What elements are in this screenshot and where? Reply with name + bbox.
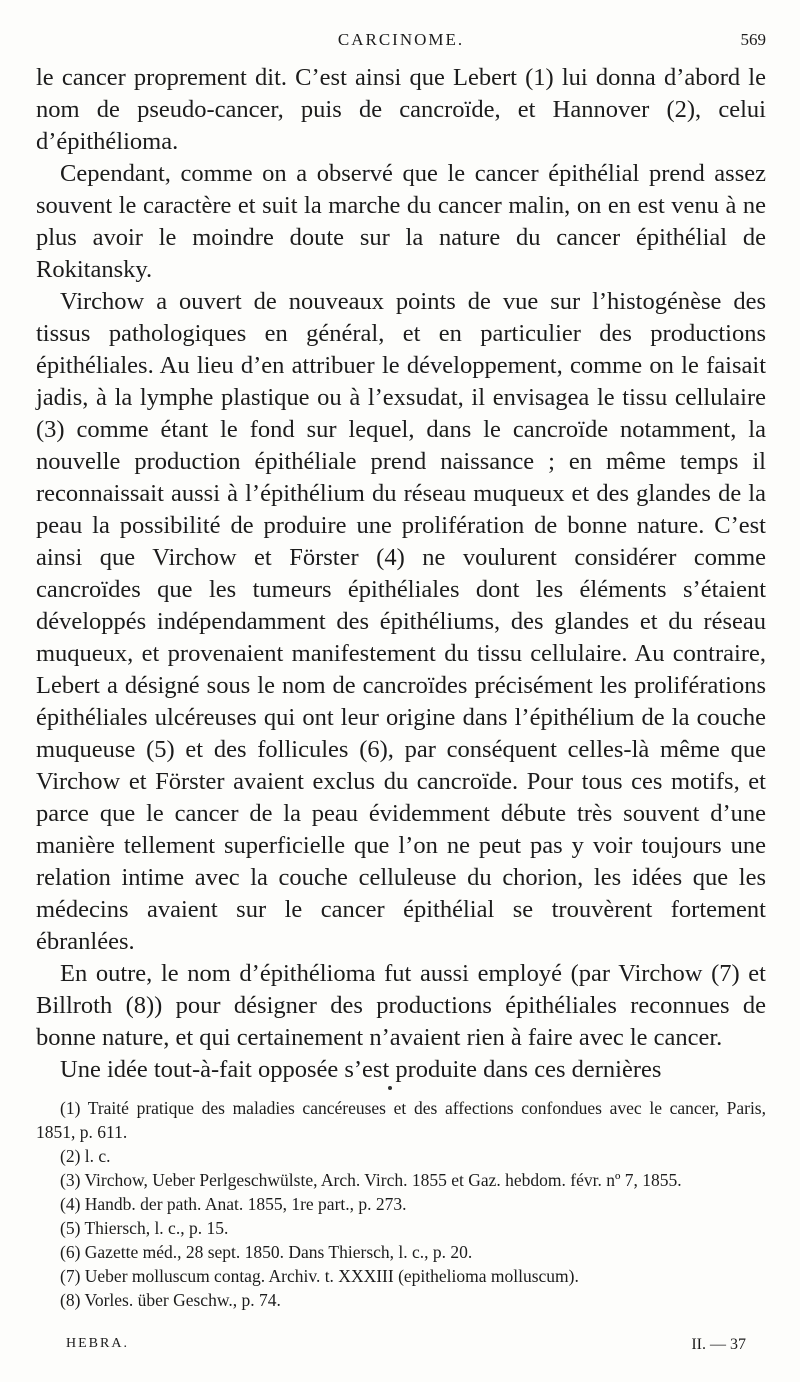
footnotes [36, 1096, 766, 1312]
paragraph-continuation: le cancer proprement dit. C’est ainsi que Lebert (1) lui donna d’abord le nom de pseudo-cancer, puis de cancroïde, et Hannover (2), celui d’épithélioma. [36, 64, 766, 155]
footnote: (5) Thiersch, l. c., p. 15. [60, 1218, 229, 1238]
footnote: (8) Vorles. über Geschw., p. 74. [60, 1290, 281, 1310]
page-footer [36, 1336, 746, 1360]
body-text [36, 62, 766, 1086]
paragraph: Une idée tout-à-fait opposée s’est produite dans ces dernières [60, 1056, 662, 1083]
footnote: (3) Virchow, Ueber Perlgeschwülste, Arch. Virch. 1855 et Gaz. hebdom. févr. nº 7, 1855. [60, 1170, 682, 1190]
page-number: 569 [740, 30, 766, 49]
paragraph: Cependant, comme on a observé que le cancer épithélial prend assez souvent le caractère et suit la marche du cancer malin, on en est venu à ne plus avoir le moindre doute sur la nature du cancer épithélial de Rokitansky. [36, 160, 766, 283]
paragraph: En outre, le nom d’épithélioma fut aussi employé (par Virchow (7) et Billroth (8)) pour désigner des productions épithéliales reconnues de bonne nature, et qui certainement n’avaient rien à faire avec le cancer. [36, 960, 766, 1051]
footnote: (2) l. c. [60, 1146, 111, 1166]
footnote: (4) Handb. der path. Anat. 1855, 1re part., p. 273. [60, 1194, 407, 1214]
footnote: (1) Traité pratique des maladies cancéreuses et des affections confondues avec le cancer, Paris, 1851, p. 611. [36, 1098, 766, 1142]
page-header [36, 30, 766, 56]
footnote: (7) Ueber molluscum contag. Archiv. t. XXXIII (epithelioma molluscum). [60, 1266, 579, 1286]
paragraph: Virchow a ouvert de nouveaux points de vue sur l’histogénèse des tissus pathologiques en général, et en particulier des productions épithéliales. Au lieu d’en attribuer le développement, comme on le faisait jadis, à la lymphe plastique ou à l’exsudat, il envisagea le tissu cellulaire (3) comme étant le fond sur lequel, dans le cancroïde notamment, la nouvelle production épithéliale prend naissance ; en même temps il reconnaissait aussi à l’épithélium du réseau muqueux et des glandes de la peau la possibilité de produire une prolifération de bonne nature. C’est ainsi que Virchow et Förster (4) ne voulurent considérer comme cancroïdes que les tumeurs épithéliales dont les éléments s’étaient développés indépendamment des épithéliums, des glandes et du réseau muqueux, et provenaient manifestement du tissu cellulaire. Au contraire, Lebert a désigné sous le nom de cancroïdes précisément les proliférations épithéliales ulcéreuses qui ont leur origine dans l’épithélium de la couche muqueuse (5) et des follicules (6), par conséquent celles-là même que Virchow et Förster avaient exclus du cancroïde. Pour tous ces motifs, et parce que le cancer de la peau évidemment débute très souvent d’une manière tellement superficielle que l’on ne peut pas y voir toujours une relation intime avec la couche celluleuse du chorion, les idées que les médecins avaient sur le cancer épithélial se trouvèrent fortement ébranlées. [36, 288, 766, 955]
signature-mark: HEBRA. [66, 1336, 129, 1351]
running-head: CARCINOME. [337, 30, 465, 49]
footnote-separator [388, 1086, 392, 1090]
footnote: (6) Gazette méd., 28 sept. 1850. Dans Thiersch, l. c., p. 20. [60, 1242, 473, 1262]
sheet-number: II. — 37 [691, 1336, 746, 1353]
